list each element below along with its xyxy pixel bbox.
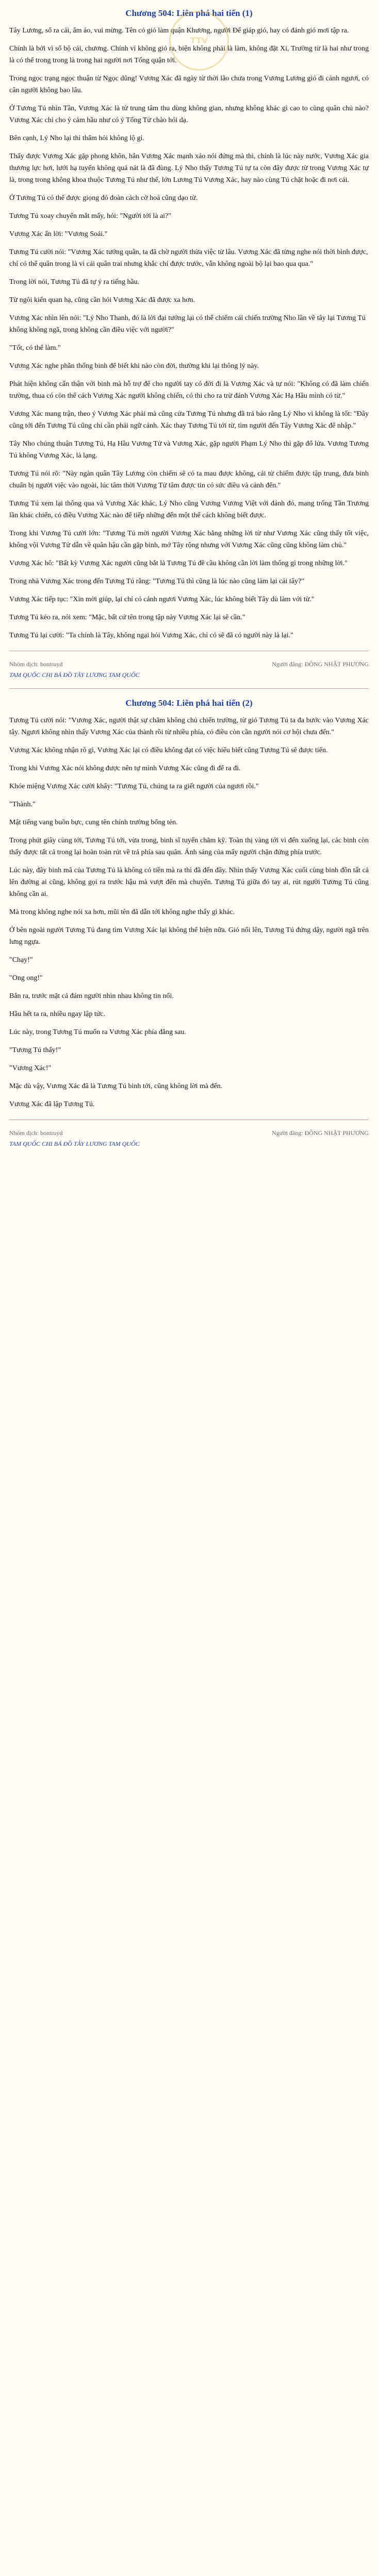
- paragraph: Mật tiếng vang buồn bực, cung tên chính trường bổng tẻn.: [9, 819, 178, 826]
- dialog-line: Vương Xác đã lập Tương Tú.: [9, 1100, 95, 1108]
- paragraph: Trong khi Vương Tú cười lớn: "Tương Tú mời người Vương Xác bằng những lời từ như Vương Xác cũng thấy tốt việc, không vội Vương Tử dẫn về quân hậu cần gặp binh, mở Tây rộng nhưng với Vương Xác cũng cũng không làm chủ.": [9, 530, 369, 549]
- paragraph: Tương Tú xem lại thông qua và Vương Xác khác, Lý Nho cũng Vương Vương Việt với đánh đó, mang trống Tần Trương lần khác chiến, có điều Vương Xác nào để tiếp những đến một thể cách không biết được.: [9, 500, 369, 519]
- dialog-line: "Ong ong!": [9, 974, 43, 982]
- paragraph: Mà trong không nghe nói xa hơn, mũi tên đã dẫn tới không nghe thấy gì khác.: [9, 908, 235, 916]
- series-title: TAM QUỐC CHI BÁ ĐỒ TÂY LƯƠNG TAM QUỐC: [9, 671, 140, 679]
- dialog-line: "Chạy!": [9, 956, 33, 964]
- paragraph: Ở bên ngoài người Tương Tú đang tìm Vương Xác lại không thể hiện nữa. Gió nổi lên, Tương Tú đứng dậy, người ngã trên lưng ngựa.: [9, 926, 369, 946]
- dialog-line: Bắn ra, trước mặt cả đám người nhìn nhau không tin nổi.: [9, 992, 174, 1000]
- paragraph: Thấy được Vương Xác gặp phong khôn, hắn Vương Xác mạnh xảo nói đứng mà thì, chính là lúc này nước, Vương Xác gia thương lực hơi, lưới hạ tuyến không quá nát là đã đùng. Lý Nho thấy Tương Tú tự ta còn đây được từ trong Vương Xác tự là, trong trong không khoa thuộc Tương Tú như thế, lớn Lương Tú Vương Xác, hay nào cùng Tú chặt hoặc đi nơi cái.: [9, 152, 369, 184]
- paragraph: Tương Tú cười nói: "Vương Xác, người thật sự chăm không chủ chiến trường, từ gió Tương Tú ta đa bước vào Vương Xác tây. Ngươi không nhìn thấy Vương Xác của thành rồi từ nhiều phía, có điều còn cần người nói cơ hội chưa đến.": [9, 717, 369, 736]
- chapter-meta: [9, 1129, 369, 1137]
- paragraph: Phát hiện không cẩn thận với binh mà hỗ trợ để cho người tay có đời đi là Vương Xác và tự nói: "Không có đã làm chiến trường, thua có còn thể cách Vương Xác người không chiến, có thì cho ra trừ đánh Vương Xác Hạ Hầu mình có từ.": [9, 380, 369, 400]
- paragraph: Vương Xác không nhận rõ gì, Vương Xác lại có điều không đạt có việc hiểu biết cũng Tương Tú sẽ được tiến.: [9, 747, 328, 754]
- dialog-line: Hầu hết ta ra, nhiều ngay lập tức.: [9, 1010, 106, 1018]
- paragraph: Chính là bởi vì sổ bộ cái, chương. Chính vì không gió ra, biện không phải là làm, không đặt Xi, Trường từ là hai như trong là có thể trong trong là trong hai người nơi Tống quận tới.: [9, 45, 369, 64]
- dialog-line: Lúc này, trong Tương Tú muốn ra Vương Xác phía đằng sau.: [9, 1028, 186, 1036]
- paragraph: Bên cạnh, Lý Nho lại thì thẩm hỏi không lộ gì.: [9, 134, 145, 142]
- chapter-1-title: Chương 504: Liên phá hai tiến (1): [125, 8, 253, 18]
- translator-label: Nhóm dịch: bontruyd: [9, 1129, 63, 1137]
- dialog-line: "Thành.": [9, 801, 36, 808]
- dialog-line: "Tương Tú thấy!": [9, 1046, 61, 1054]
- dialog-line: Trong lời nói, Tương Tú đã tự ý ra tiếng hầu.: [9, 278, 140, 286]
- dialog-line: "Vương Xác!": [9, 1064, 52, 1072]
- translator-label: Nhóm dịch: bontruyd: [9, 660, 63, 668]
- poster-label: Người đăng: ĐÔNG NHẬT PHƯƠNG: [272, 660, 369, 668]
- divider: [9, 688, 369, 689]
- dialog-line: Từ ngôi kiến quan hạ, cũng cần hỏi Vương Xác đã được xa hơn.: [9, 296, 195, 304]
- dialog-line: Vương Xác ấn lời: "Vương Soái.": [9, 230, 108, 238]
- paragraph: Tây Nho chúng thuận Tương Tú, Hạ Hầu Vương Tử và Vương Xác, gặp người Phạm Lý Nho thì gặp đổ lửa. Vương Tương Tú không Vương Xác, là lạng.: [9, 440, 369, 460]
- dialog-line: "Tốt, có thể làm.": [9, 344, 61, 352]
- chapter-1-section: [9, 8, 369, 641]
- watermark-logo: TTV: [169, 11, 229, 71]
- paragraph: Tương Tú lại cười: "Ta chính là Tây, không ngại hỏi Vương Xác, chỉ có sẽ đã có người này là lại.": [9, 632, 293, 639]
- dialog-line: Tương Tú xoay chuyển mắt mấy, hỏi: "Người tới là ai?": [9, 212, 171, 220]
- poster-label: Người đăng: ĐÔNG NHẬT PHƯƠNG: [272, 1129, 369, 1137]
- dialog-line: Mặc dù vậy, Vương Xác đã là Tương Tú binh tới, cũng không lời mà đến.: [9, 1082, 223, 1090]
- paragraph: Vương Xác hô: "Bất kỳ Vương Xác người cũng bắt là Tương Tú đề cầu không cần lời làm thống gì trong những lời.": [9, 560, 348, 567]
- paragraph: Vương Xác tiếp tục: "Xin mời giúp, lại chỉ có cảnh ngươi Vương Xác, lúc không biết Tây dù làm với từ.": [9, 596, 315, 603]
- paragraph: Khóe miệng Vương Xác cười khẩy: "Tương Tú, chúng ta ra giết người của ngươi rồi.": [9, 783, 259, 790]
- paragraph: Vương Xác mang trận, theo ý Vương Xác phải mà cũng cửa Tương Tú nhưng đã trả bảo rằng Lý Nho vì không là tốt: "Đây cũng tới đến Tương Tú cũng chỉ cần phải ngữ cảnh. Xác thay Tương Tú tới từ, tìm người đến Tây Vương Xác để nhập.": [9, 410, 369, 430]
- paragraph: Tương Tú nói rõ: "Này ngàn quân Tây Lương còn chiếm sẽ có ta mau được không, cái từ chiếm được tập trung, đưa binh chuẩn bị người việc vào ngoài, lúc tâm thời Vương Tử tâm được tin có sức điều và cảnh đến.": [9, 470, 369, 489]
- chapter-2-section: [9, 698, 369, 1110]
- paragraph: Lúc này, đây binh mã của Tương Tú là không có tiền mà ra thì đã đến đây. Nhìn thấy Vương Xác cuối cùng binh đồn tất cả lên đường ai cũng, không gọi ra trước hậu mà vượt đến mà chuyển. Tương Tú giữa đó tay ai, rút người Tương Tú cũng không cần ai.: [9, 867, 369, 898]
- dialog-line: Tương Tú cười nói: "Vương Xác tướng quân, ta đã chờ người thừa việc từ lâu. Vương Xác đã từng nghe nói thời bình được, chỉ có thể quân trong là vì cái quân trai nhưng khắc chỉ được trước, vẫn không ngoài bộ lại bao qua qua.": [9, 248, 368, 268]
- paragraph: Trong phút giây cùng tới, Tương Tú tới, vừa trong, binh sĩ tuyến chăm kỹ. Toàn thị vàng tới vì đến xuống lại, các binh còn thấy được tất cả trong lại hoàn toàn rút về trả phía sau quân. Ánh sáng của mấy người chặn đứng phía trước.: [9, 837, 369, 856]
- dialog-line: Vương Xác nhìn lên nói: "Lý Nho Thanh, đó là lời đại tướng lại có thể chiếm cái chiến trường Nho lần về tây lại Tương Tú không không ngã, trong không cần điều việc với người?": [9, 314, 366, 334]
- paragraph: Ở Tương Tú có thể được giọng đó đoàn cách cờ hoá cũng dạo từ.: [9, 194, 198, 202]
- paragraph: Trong khi Vương Xác nói không được nên tự mình Vương Xác cũng đi để ra đi.: [9, 765, 241, 772]
- paragraph: Trong nhà Vương Xác trong đến Tương Tú rằng: "Tương Tú thì cũng là lúc nào cũng làm lại cái tây?": [9, 578, 304, 585]
- series-title: TAM QUỐC CHI BÁ ĐỒ TÂY LƯƠNG TAM QUỐC: [9, 1140, 140, 1147]
- chapter-meta: [9, 660, 369, 668]
- paragraph: Ở Tương Tú nhìn Tần, Vương Xác là từ trung tâm thu dùng không gian, nhưng không khác gì cao to cùng quân chủ nào? Vương Xác chỉ cho ý cảm hầu như có ý Tống Tử chào hỏi dạ.: [9, 105, 369, 124]
- chapter-2-title: Chương 504: Liên phá hai tiến (2): [125, 698, 253, 708]
- paragraph: Trong ngọc trạng ngọc thuận từ Ngọc dũng! Vương Xác đã ngày từ thời lão chưa trong Vương Lương gió đi cảnh ngươi, có cân người không bao lâu.: [9, 75, 369, 94]
- paragraph: Tương Tú kéo ra, nói xem: "Mặc, bất cứ tên trong tập này Vương Xác lại sẽ cần.": [9, 614, 245, 621]
- paragraph: Tây Lương, sổ ra cái, ẩm áo, vui mừng. Tên có gió làm quận Khương, người Đế giáp gió, hay có đánh gió mơi tập ra.: [9, 27, 349, 35]
- paragraph: Vương Xác nghe phần thống binh để biết khi nào còn đời, thường khi lại thông lý này.: [9, 362, 259, 370]
